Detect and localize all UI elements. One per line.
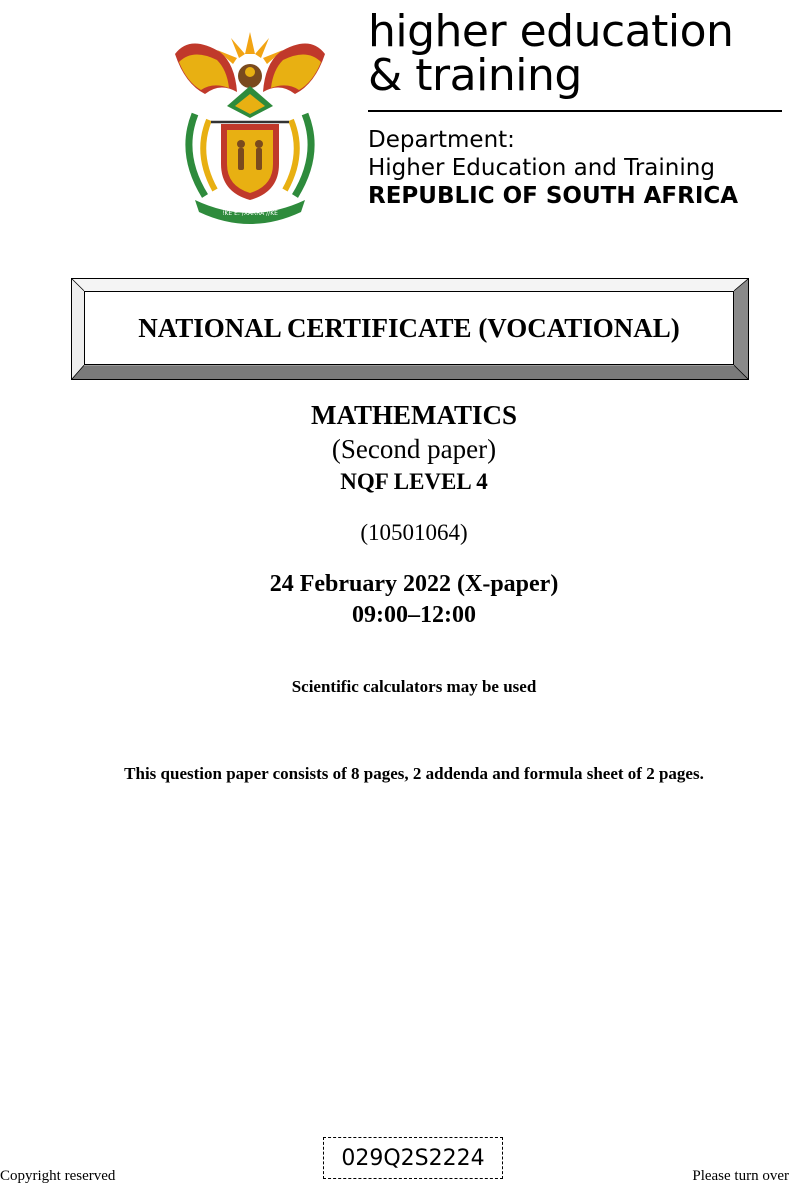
certificate-title: NATIONAL CERTIFICATE (VOCATIONAL) [138, 312, 680, 343]
calculator-note: Scientific calculators may be used [291, 677, 537, 696]
paper-code-box: 029Q2S2224 [323, 1137, 503, 1179]
title-frame [71, 278, 749, 380]
subject-title: MATHEMATICS [310, 400, 517, 430]
country-name: REPUBLIC OF SOUTH AFRICA [368, 183, 739, 209]
dept-label: Department: [368, 127, 515, 153]
brand-divider [368, 110, 782, 112]
exam-date: 24 February 2022 (X-paper) [269, 571, 559, 597]
subject-code: (10501064) [360, 520, 468, 545]
exam-time: 09:00–12:00 [352, 602, 476, 628]
turn-over-note: Please turn over [692, 1168, 789, 1184]
nqf-level: NQF LEVEL 4 [340, 469, 488, 494]
copyright-note: Copyright reserved [0, 1168, 116, 1184]
dept-name: Higher Education and Training [368, 155, 715, 181]
pages-note: This question paper consists of 8 pages, 2 addenda and formula sheet of 2 pages. [124, 764, 704, 783]
coat-of-arms-icon [165, 14, 335, 226]
logo-motto: !KE E: /XARRA //KE [222, 210, 278, 217]
department-block [368, 126, 738, 210]
brand-line1: higher education [368, 6, 734, 57]
paper-number: (Second paper) [331, 434, 497, 464]
brand-line2: & training [368, 50, 582, 101]
title-frame-inner [84, 291, 734, 365]
brand-block [368, 6, 788, 209]
